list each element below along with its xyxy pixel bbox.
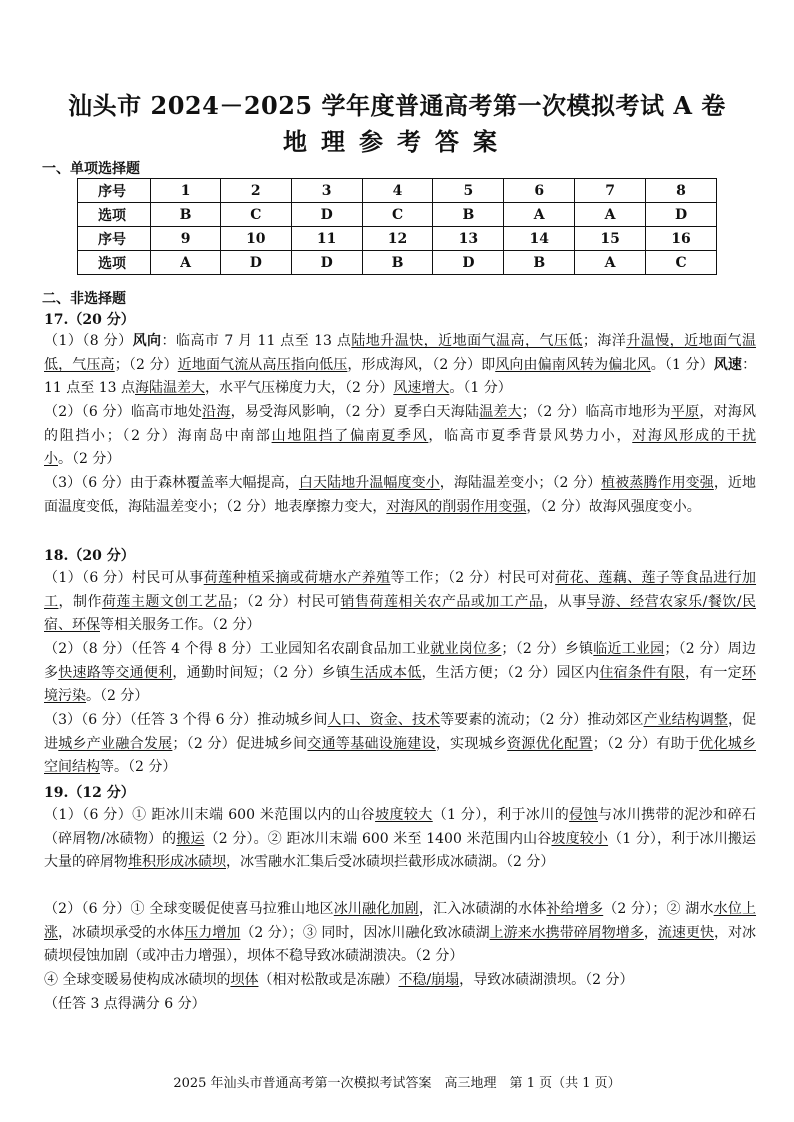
answer-table-cell: C — [362, 203, 433, 227]
answer-table-cell: A — [575, 203, 646, 227]
answer-table-row — [78, 227, 717, 251]
answer-table-row-header: 选项 — [78, 203, 151, 227]
answer-table-row — [78, 251, 717, 275]
question-18-heading: 18.（20 分） — [44, 548, 135, 564]
answer-table-cell: 6 — [504, 179, 575, 203]
answer-table-row-header: 序号 — [78, 179, 151, 203]
answer-table-cell: A — [151, 251, 221, 275]
answer-table-cell: 12 — [362, 227, 433, 251]
answer-table-cell: B — [504, 251, 575, 275]
answer-table-cell: 13 — [433, 227, 504, 251]
answer-table-cell: C — [646, 251, 717, 275]
answer-table-cell: D — [433, 251, 504, 275]
page-footer: 2025 年汕头市普通高考第一次模拟考试答案 高三地理 第 1 页（共 1 页） — [173, 1076, 621, 1091]
section-non-choice: 二、非选择题 — [42, 291, 126, 307]
answer-table-cell: 10 — [220, 227, 291, 251]
answer-table-row-header: 选项 — [78, 251, 151, 275]
answer-table-cell: A — [504, 203, 575, 227]
exam-title: 汕头市 2024－2025 学年度普通高考第一次模拟考试 A 卷 — [68, 91, 726, 120]
q17-part3: （3）（6 分）由于森林覆盖率大幅提高，白天陆地升温幅度变小，海陆温差变小；（2 分）植被蒸腾作用变强，近地面温度变低，海陆温差变小；（2 分）地表摩擦力变大，对海风的削弱作用变强，（2 分）故海风强度变小。 — [44, 475, 757, 515]
answer-table-cell: 4 — [362, 179, 433, 203]
answer-table-cell: D — [646, 203, 717, 227]
q19-scoring-note: （任答 3 点得满分 6 分） — [44, 996, 206, 1012]
q18-part3: （3）（6 分）（任答 3 个得 6 分）推动城乡间人口、资金、技术等要素的流动；（2 分）推动郊区产业结构调整，促进城乡产业融合发展；（2 分）促进城乡间交通等基础设施建设，实现城乡资源优化配置；（2 分）有助于优化城乡空间结构等。（2 分） — [44, 712, 757, 775]
answer-table-row-header: 序号 — [78, 227, 151, 251]
q17-part1: （1）（8 分）风向：临高市 7 月 11 点至 13 点陆地升温快，近地面气温高，气压低；海洋升温慢，近地面气温低，气压高；（2 分）近地面气流从高压指向低压，形成海风，（2 分）即风向由偏南风转为偏北风。（1 分）风速：11 点至 13 点海陆温差大，水平气压梯度力大，（2 分）风速增大。（1 分） — [44, 333, 757, 396]
answer-table-cell: C — [220, 203, 291, 227]
answer-table-cell: 7 — [575, 179, 646, 203]
q19-part3: ④ 全球变暖易使构成冰碛坝的坝体（相对松散或是冻融）不稳/崩塌，导致冰碛湖溃坝。（2 分） — [44, 972, 634, 988]
answer-table-row — [78, 179, 717, 203]
answer-table-cell: A — [575, 251, 646, 275]
question-17-heading: 17.（20 分） — [44, 312, 135, 328]
q19-part2: （2）（6 分）① 全球变暖促使喜马拉雅山地区冰川融化加剧，汇入冰碛湖的水体补给增多（2 分）；② 湖水水位上涨，冰碛坝承受的水体压力增加（2 分）；③ 同时，因冰川融化致冰碛湖上游来水携带碎屑物增多，流速更快，对冰碛坝侵蚀加剧（或冲击力增强），坝体不稳导致冰碛湖溃决。（2 分） — [44, 901, 757, 964]
answer-table-cell: 16 — [646, 227, 717, 251]
answer-table-cell: 5 — [433, 179, 504, 203]
answer-table-cell: B — [362, 251, 433, 275]
q18-part2: （2）（8 分）（任答 4 个得 8 分）工业园知名农副食品加工业就业岗位多；（2 分）乡镇临近工业园；（2 分）周边多快速路等交通便利，通勤时间短；（2 分）乡镇生活成本低，生活方便；（2 分）园区内住宿条件有限，有一定环境污染。（2 分） — [44, 641, 757, 704]
answer-table-cell: D — [291, 203, 362, 227]
answer-table-cell: D — [291, 251, 362, 275]
answer-table-row — [78, 203, 717, 227]
answer-table-cell: 3 — [291, 179, 362, 203]
answer-table-cell: B — [433, 203, 504, 227]
q17-part2: （2）（6 分）临高市地处沿海，易受海风影响，（2 分）夏季白天海陆温差大；（2 分）临高市地形为平原，对海风的阻挡小；（2 分）海南岛中南部山地阻挡了偏南夏季风，临高市夏季背景风势力小，对海风形成的干扰小。（2 分） — [44, 404, 757, 467]
answer-table-cell: 2 — [220, 179, 291, 203]
question-19-heading: 19.（12 分） — [44, 785, 135, 801]
answer-table-cell: 8 — [646, 179, 717, 203]
q19-part1: （1）（6 分）① 距冰川末端 600 米范围以内的山谷坡度较大（1 分），利于冰川的侵蚀与冰川携带的泥沙和碎石（碎屑物/冰碛物）的搬运（2 分）。② 距冰川末端 600 米至 1400 米范围内山谷坡度较小（1 分），利于冰川搬运大量的碎屑物堆积形成冰碛坝，冰雪融水汇集后受冰碛坝拦截形成冰碛湖。（2 分） — [44, 807, 757, 870]
answer-table-cell: 1 — [151, 179, 221, 203]
answer-key-title: 地理参考答案 — [283, 127, 511, 156]
answer-table-cell: 14 — [504, 227, 575, 251]
answer-table — [77, 178, 717, 275]
answer-table-cell: D — [220, 251, 291, 275]
section-multiple-choice: 一、单项选择题 — [42, 161, 140, 177]
answer-table-cell: B — [151, 203, 221, 227]
q18-part1: （1）（6 分）村民可从事荷莲种植采摘或荷塘水产养殖等工作；（2 分）村民可对荷花、莲藕、莲子等食品进行加工，制作荷莲主题文创工艺品；（2 分）村民可销售荷莲相关农产品或加工产品，从事导游、经营农家乐/餐饮/民宿、环保等相关服务工作。（2 分） — [44, 570, 757, 633]
answer-table-cell: 11 — [291, 227, 362, 251]
answer-table-cell: 9 — [151, 227, 221, 251]
answer-table-cell: 15 — [575, 227, 646, 251]
